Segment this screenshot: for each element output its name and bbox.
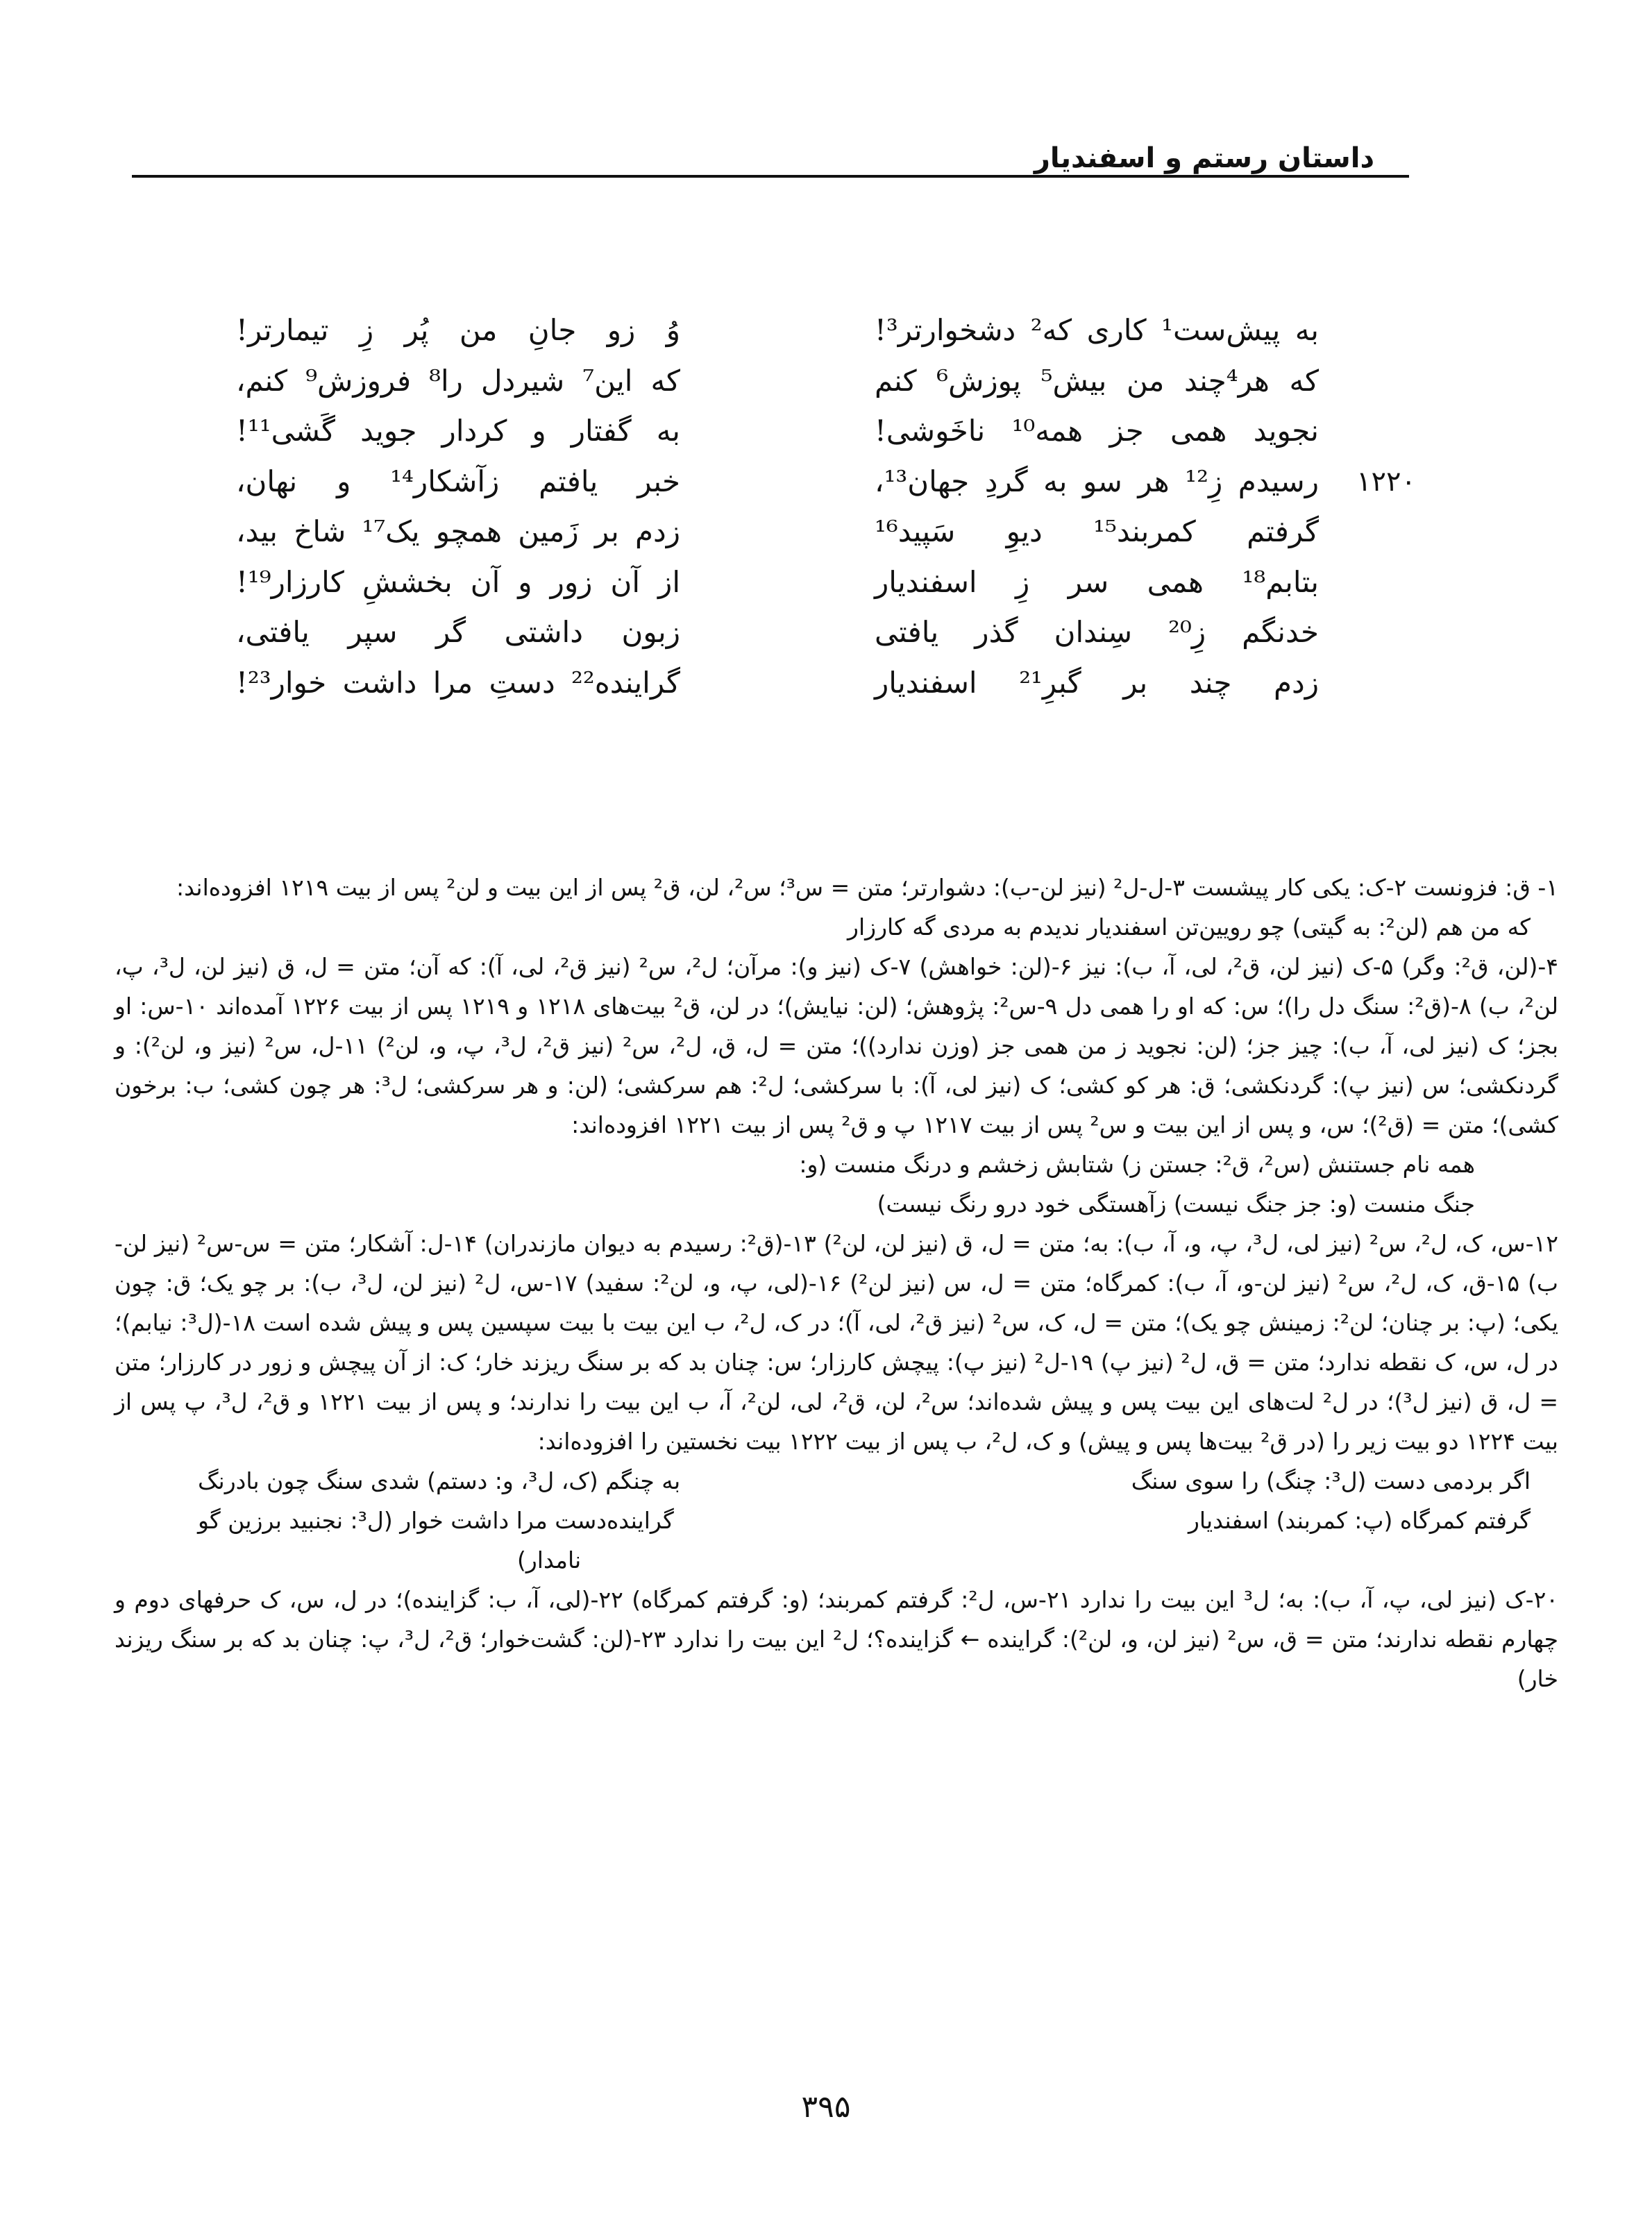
verse-hemistich: وُ زو جانِ من پُر زِ تیمارتر!	[236, 313, 680, 347]
verse-hemistich: به پیش‌ست¹ کاری که² دشخوارتر³!	[875, 313, 1319, 347]
verse-hemistich: که هر⁴چند من بیش⁵ پوزش⁶ کنم	[875, 363, 1319, 398]
verse-line-number: ۱۲۲۰	[1356, 465, 1416, 498]
verse-hemistich: خبر یافتم زآشکار¹⁴ و نهان،	[236, 464, 680, 498]
quoted-hemistich: به چنگم (ک، ل³، و: دستم) شدی سنگ چون بادرنگ	[198, 1467, 681, 1494]
footnote-paragraph: ۴-(لن، ق²: وگر) ۵-ک (نیز لن، ق²، لی، آ، ب): نیز ۶-(لن: خواهش) ۷-ک (نیز و): مرآن؛ ل²، س² (نیز ق²، لی، آ): که آن؛ متن = ل، ق (نیز لن، ل³، پ، لن²، ب) ۸-(ق²: سنگ دل را)؛ س: که او را همی دل ۹-س²: پژوهش؛ (لن: نیایش)؛ در لن، ق² بیت‌های ۱۲۱۸ و ۱۲۱۹ پس از بیت ۱۲۲۶ آمده‌اند ۱۰-س: او بجز؛ ک (نیز لی، آ، ب): چیز جز؛ (لن: نجوید ز من همی جز (وزن ندارد))؛ متن = ل، ق، ل²، س² (نیز ق²، ل³، پ، و، لن²) ۱۱-ل، س² (نیز و، لن²): و گردنکشی؛ س (نیز پ): گردنکشی؛ ق: هر کو کشی؛ ک (نیز لی، آ): با سرکشی؛ ل²: هم سرکشی؛ (لن: و هر سرکشی؛ ل³: هر چون کشی؛ ب: برخون کشی)؛ متن = (ق²)؛ س، و پس از این بیت و س² پس از بیت ۱۲۱۷ پ و ق² پس از بیت ۱۲۲۱ افزوده‌اند:	[115, 953, 1559, 1138]
quoted-hemistich: گرفتم کمرگاه (پ: کمربند) اسفندیار	[1188, 1507, 1531, 1534]
verse-hemistich: به گفتار و کردار جوید گَشی¹¹!	[236, 414, 680, 448]
footnote-paragraph: ۱۲-س، ک، ل²، س² (نیز لی، ل³، پ، و، آ، ب): به؛ متن = ل، ق (نیز لن، لن²) ۱۳-(ق²: رسیدم به دیوان مازندران) ۱۴-ل: آشکار؛ متن = س-س² (نیز لن-ب) ۱۵-ق، ک، ل²، س² (نیز لن-و، آ، ب): کمرگاه؛ متن = ل، س (نیز لن²) ۱۶-(لی، پ، و، لن²: سفید) ۱۷-س، ل² (نیز لن، ل³، ب): بر چو یک؛ ق: چون یکی؛ (پ: بر چنان؛ لن²: زمینش چو یک)؛ متن = ل، ک، س² (نیز ق²، لی، آ)؛ در ک، ل²، ب این بیت با بیت سپسین پس و پیش شده است ۱۸-(ل³: نیابم)؛ در ل، س، ک نقطه ندارد؛ متن = ق، ل² (نیز پ) ۱۹-ل² (نیز پ): پیچش کارزار؛ س: چنان بد که بر سنگ ریزند خار؛ ک: از آن پیچش و زور در کارزار؛ متن = ل، ق (نیز ل³)؛ در ل² لت‌های این بیت پس و پیش شده‌اند؛ س²، لن، ق²، لی، لن²، آ، ب این بیت را ندارند؛ و پس از بیت ۱۲۲۱ و ق²، ل³، پ پس از بیت ۱۲۲۴ دو بیت زیر را (در ق² بیت‌ها پس و پیش) و ک، ل²، ب پس از بیت ۱۲۲۲ بیت نخستین را افزوده‌اند:	[115, 1230, 1559, 1455]
footnote-paragraph: ۱- ق: فزونست ۲-ک: یکی کار پیشست ۳-ل-ل² (نیز لن-ب): دشوارتر؛ متن = س³؛ س²، لن، ق² پس از این بیت و لن² پس از بیت ۱۲۱۹ افزوده‌اند:	[176, 874, 1558, 901]
poem-column-left	[236, 305, 680, 708]
footnotes	[115, 868, 1558, 1698]
verse-hemistich: گراینده²² دستِ مرا داشت خوار²³!	[236, 665, 680, 700]
verse-hemistich: زبون داشتی گر سپر یافتی،	[236, 615, 680, 649]
quoted-hemistich: گراینده‌دست مرا داشت خوار (ل³: نجنبید برزین گو	[198, 1507, 674, 1534]
quoted-couplet	[115, 1501, 1558, 1540]
poem-column-right	[875, 305, 1416, 708]
verse-text: رسیدم زِ¹² هر سو به گردِ جهان¹³،	[875, 464, 1319, 498]
verse-hemistich: که این⁷ شیردل را⁸ فروزش⁹ کنم،	[236, 363, 680, 398]
footnote-paragraph: ۲۰-ک (نیز لی، پ، آ، ب): به؛ ل³ این بیت را ندارد ۲۱-س، ل²: گرفتم کمربند؛ (و: گرفتم کمرگاه) ۲۲-(لی، آ، ب: گزاینده)؛ در ل، س، ک حرفهای دوم و چهارم نقطه ندارند؛ متن = ق، س² (نیز لن، و، لن²): گراینده ← گزاینده؟؛ ل² این بیت را ندارد ۲۳-(لن: گشت‌خوار؛ ق²، ل³، پ: چنان بد که بر سنگ ریزند خار)	[115, 1586, 1559, 1692]
quoted-verse: جنگ منست (و: جز جنگ نیست) زآهستگی خود درو رنگ نیست)	[877, 1190, 1475, 1217]
verse-hemistich: گرفتم کمربند¹⁵ دیوِ سَپید¹⁶	[875, 514, 1319, 548]
verse-hemistich: زدم چند بر گبرِ²¹ اسفندیار	[875, 665, 1319, 700]
page-number: ۳۹۵	[801, 2089, 851, 2125]
header-rule	[132, 175, 1409, 178]
verse-hemistich: بتابم¹⁸ همی سر زِ اسفندیار	[875, 564, 1319, 599]
quoted-verse: همه نام جستنش (س²، ق²: جستن ز) شتابش زخشم و درنگ منست (و:	[799, 1151, 1475, 1178]
quoted-couplet	[115, 1461, 1558, 1501]
quoted-hemistich: نامدار)	[517, 1546, 582, 1574]
verse-hemistich-numbered	[875, 457, 1416, 507]
running-title: داستان رستم و اسفندیار	[1034, 142, 1374, 174]
verse-hemistich: زدم بر زَمین همچو یک¹⁷ شاخ بید،	[236, 514, 680, 548]
verse-hemistich: خدنگم زِ²⁰ سِندان گذر یافتی	[875, 615, 1320, 649]
quoted-hemistich: اگر بردمی دست (ل³: چنگ) را سوی سنگ	[1131, 1467, 1531, 1494]
verse-hemistich: از آن زور و آن بخششِ کارزار¹⁹!	[236, 564, 680, 599]
quoted-couplet-continuation	[115, 1540, 1558, 1580]
poem-block	[222, 305, 1416, 736]
quoted-verse: که من هم (لن²: به گیتی) چو رویین‌تن اسفندیار ندیدم به مردی گه کارزار	[848, 913, 1531, 941]
verse-hemistich: نجوید همی جز همه¹⁰ ناخَوشی!	[875, 414, 1319, 448]
